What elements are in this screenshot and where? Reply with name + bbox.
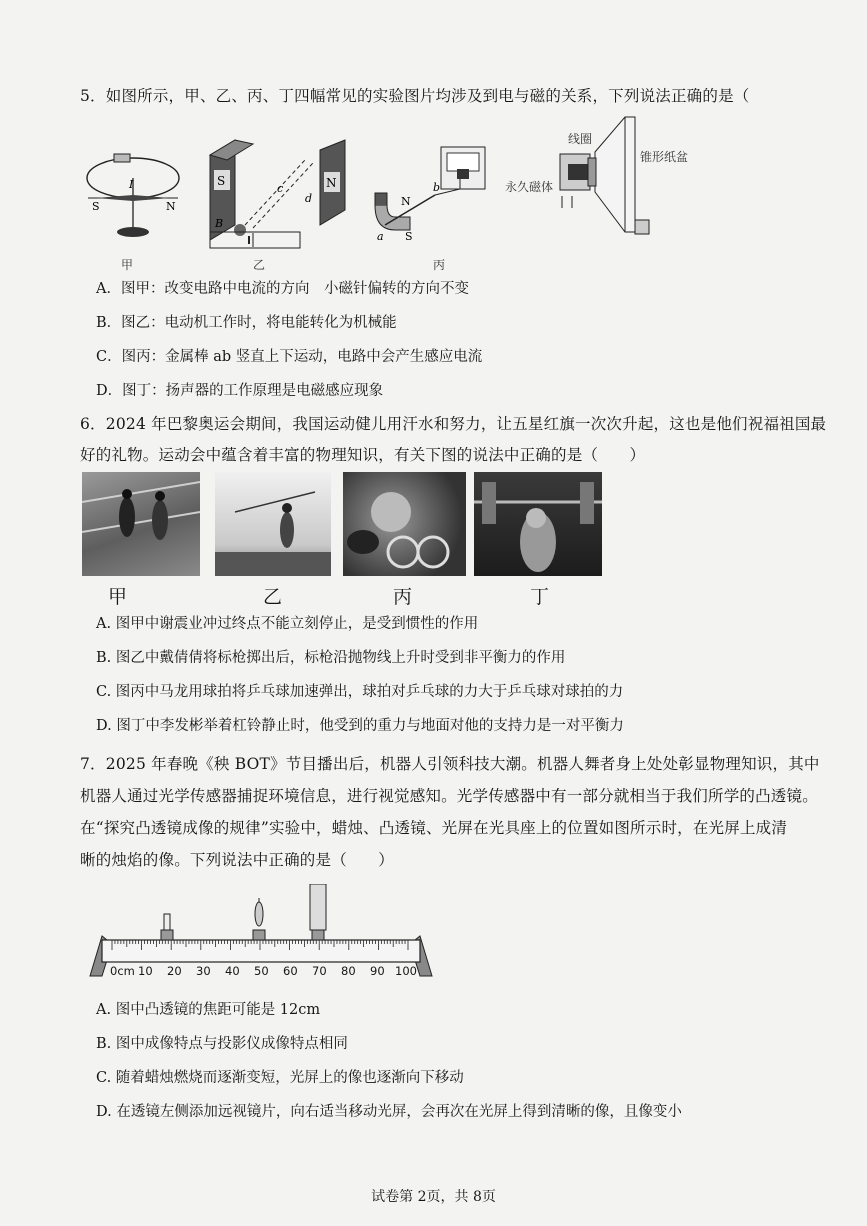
fig-q5-d — [540, 112, 670, 237]
ruler-label: 90 — [370, 964, 385, 978]
q7-option-c: C. 随着蜡烛燃烧而逐渐变短，光屏上的像也逐渐向下移动 — [96, 1070, 464, 1086]
label-magnet: 永久磁体 — [505, 180, 554, 194]
q6-option-d: D. 图丁中李发彬举着杠铃静止时，他受到的重力与地面对他的支持力是一对平衡力 — [96, 718, 624, 734]
photo-sprinter — [82, 472, 200, 576]
svg-text:b: b — [433, 181, 441, 194]
q6-caption-d: 丁 — [530, 586, 550, 608]
q6-caption-a: 甲 — [108, 586, 128, 608]
q6-option-a: A. 图甲中谢震业冲过终点不能立刻停止，是受到惯性的作用 — [96, 616, 479, 632]
label-coil: 线圈 — [568, 132, 593, 146]
fig-q5-a — [78, 140, 188, 250]
q6-caption-b: 乙 — [263, 586, 283, 608]
ruler-label: 20 — [167, 964, 182, 978]
ruler-label: 80 — [341, 964, 356, 978]
q5-stem: 5．如图所示，甲、乙、丙、丁四幅常见的实验图片均涉及到电与磁的关系，下列说法正确的是（ — [80, 87, 750, 105]
fig-q5-b — [205, 130, 355, 255]
q6-caption-c: 丙 — [393, 586, 413, 608]
q5-option-c: C．图丙：金属棒 ab 竖直上下运动，电路中会产生感应电流 — [96, 349, 483, 365]
svg-text:I: I — [129, 178, 134, 191]
svg-text:d: d — [305, 192, 313, 205]
svg-text:N: N — [166, 200, 176, 213]
svg-text:N: N — [401, 195, 411, 208]
ruler-label: 100 — [395, 964, 417, 978]
ruler-label: 70 — [312, 964, 327, 978]
q6-stem-line1: 6．2024 年巴黎奥运会期间，我国运动健儿用汗水和努力，让五星红旗一次次升起，这也是他们祝福祖国最 — [80, 415, 827, 433]
ruler-label: 60 — [283, 964, 298, 978]
ruler-label: 40 — [225, 964, 240, 978]
photo-weightlifter — [474, 472, 602, 576]
svg-text:S: S — [405, 230, 413, 243]
label-cone: 锥形纸盆 — [640, 150, 689, 164]
ruler-label: 0cm — [110, 964, 135, 978]
q5-option-a: A．图甲：改变电路中电流的方向 小磁针偏转的方向不变 — [96, 281, 469, 297]
q5-caption-c: 丙 — [433, 258, 446, 272]
svg-text:S: S — [92, 200, 100, 213]
svg-text:a: a — [377, 230, 384, 243]
q7-option-b: B. 图中成像特点与投影仪成像特点相同 — [96, 1036, 348, 1052]
q5-caption-b: 乙 — [253, 258, 266, 272]
svg-text:B: B — [215, 217, 224, 230]
q6-option-b: B. 图乙中戴倩倩将标枪掷出后，标枪沿抛物线上升时受到非平衡力的作用 — [96, 650, 566, 666]
q5-caption-a: 甲 — [121, 258, 134, 272]
q6-option-c: C. 图丙中马龙用球拍将乒乓球加速弹出，球拍对乒乓球的力大于乒乓球对球拍的力 — [96, 684, 624, 700]
q7-stem-line2: 机器人通过光学传感器捕捉环境信息，进行视觉感知。光学传感器中有一部分就相当于我们所学的凸透镜。 — [80, 787, 818, 805]
svg-text:c: c — [277, 182, 284, 195]
photo-table-tennis — [343, 472, 466, 576]
q7-option-d: D. 在透镜左侧添加远视镜片，向右适当移动光屏，会再次在光屏上得到清晰的像，且像变小 — [96, 1104, 682, 1120]
ruler-labels — [110, 964, 440, 980]
q6-stem-line2: 好的礼物。运动会中蕴含着丰富的物理知识，有关下图的说法中正确的是（ ） — [80, 446, 646, 464]
svg-text:S: S — [217, 174, 226, 188]
q5-option-b: B．图乙：电动机工作时，将电能转化为机械能 — [96, 315, 397, 331]
fig-q5-c — [365, 145, 495, 245]
q5-option-d: D．图丁：扬声器的工作原理是电磁感应现象 — [96, 383, 384, 399]
svg-text:N: N — [326, 176, 337, 190]
photo-javelin — [215, 472, 331, 576]
q7-stem-line1: 7．2025 年春晚《秧 BOT》节目播出后，机器人引领科技大潮。机器人舞者身上处处彰显物理知识，其中 — [80, 755, 820, 773]
ruler-label: 10 — [138, 964, 153, 978]
page-footer: 试卷第 2页，共 8页 — [371, 1189, 496, 1205]
q7-stem-line4: 晰的烛焰的像。下列说法中正确的是（ ） — [80, 851, 395, 869]
q7-stem-line3: 在“探究凸透镜成像的规律”实验中，蜡烛、凸透镜、光屏在光具座上的位置如图所示时，在光屏上成清 — [80, 819, 788, 837]
q7-option-a: A. 图中凸透镜的焦距可能是 12cm — [96, 1002, 321, 1018]
ruler-label: 50 — [254, 964, 269, 978]
ruler-label: 30 — [196, 964, 211, 978]
